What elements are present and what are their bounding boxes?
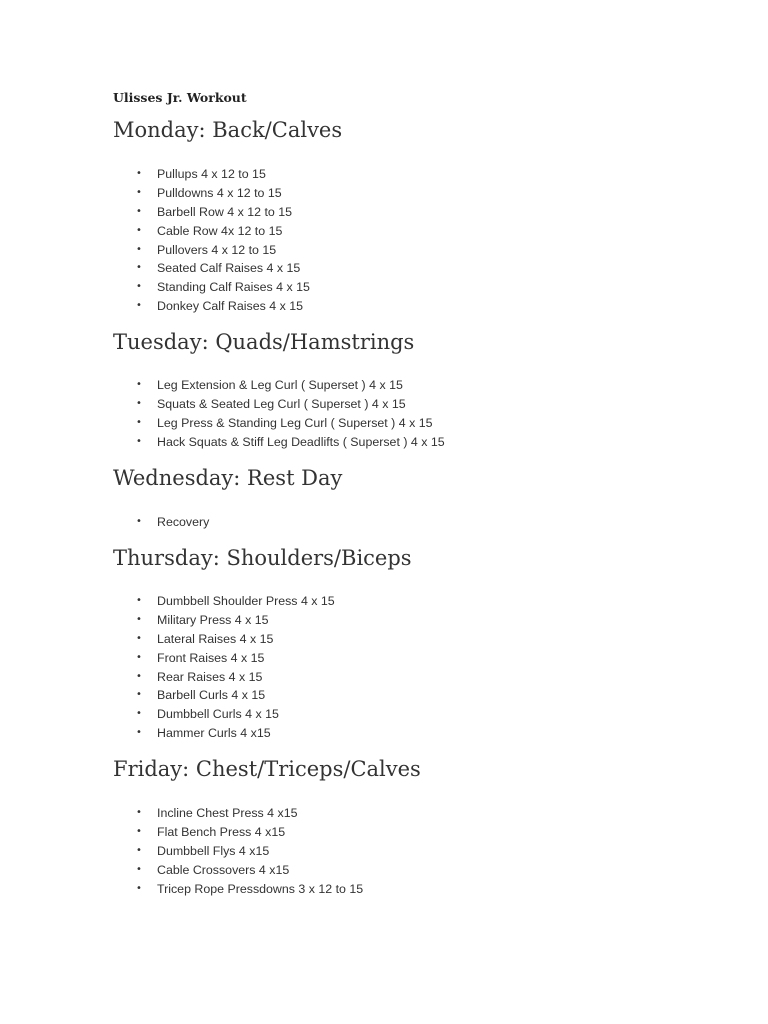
list-item: • Squats & Seated Leg Curl ( Superset ) 4 x 15 — [0, 395, 445, 414]
bullet-icon: • — [136, 186, 142, 198]
list-item: • Leg Extension & Leg Curl ( Superset ) 4 x 15 — [0, 376, 445, 395]
exercise-list-tuesday — [0, 376, 445, 452]
list-item: • Donkey Calf Raises 4 x 15 — [0, 297, 310, 316]
document-title: Ulisses Jr. Workout — [113, 90, 247, 105]
list-item: • Rear Raises 4 x 15 — [0, 668, 335, 687]
list-item: • Barbell Curls 4 x 15 — [0, 686, 335, 705]
list-item: • Hammer Curls 4 x15 — [0, 724, 335, 743]
bullet-icon: • — [136, 224, 142, 236]
list-item: • Cable Row 4x 12 to 15 — [0, 222, 310, 241]
exercise-list-monday — [0, 165, 310, 316]
day-heading-thursday: Thursday: Shoulders/Biceps — [113, 546, 412, 570]
list-item: • Recovery — [0, 513, 209, 532]
bullet-icon: • — [136, 416, 142, 428]
bullet-icon: • — [136, 651, 142, 663]
bullet-icon: • — [136, 243, 142, 255]
bullet-icon: • — [136, 825, 142, 837]
list-item: • Military Press 4 x 15 — [0, 611, 335, 630]
list-item: • Cable Crossovers 4 x15 — [0, 861, 363, 880]
bullet-icon: • — [136, 595, 142, 606]
bullet-icon: • — [136, 807, 142, 818]
list-item: • Dumbbell Curls 4 x 15 — [0, 705, 335, 724]
list-item: • Seated Calf Raises 4 x 15 — [0, 259, 310, 278]
day-heading-monday: Monday: Back/Calves — [113, 118, 343, 142]
bullet-icon: • — [136, 435, 142, 447]
bullet-icon: • — [136, 882, 142, 894]
list-item: • Barbell Row 4 x 12 to 15 — [0, 203, 310, 222]
list-item: • Pullovers 4 x 12 to 15 — [0, 241, 310, 260]
list-item: • Incline Chest Press 4 x15 — [0, 804, 363, 823]
list-item: • Standing Calf Raises 4 x 15 — [0, 278, 310, 297]
bullet-icon: • — [136, 281, 142, 293]
bullet-icon: • — [136, 205, 142, 217]
bullet-icon: • — [136, 516, 142, 527]
bullet-icon: • — [136, 397, 142, 409]
list-item: • Lateral Raises 4 x 15 — [0, 630, 335, 649]
bullet-icon: • — [136, 727, 142, 739]
exercise-list-friday — [0, 804, 363, 898]
bullet-icon: • — [136, 262, 142, 274]
list-item: • Dumbbell Shoulder Press 4 x 15 — [0, 592, 335, 611]
list-item: • Pullups 4 x 12 to 15 — [0, 165, 310, 184]
bullet-icon: • — [136, 689, 142, 701]
list-item: • Hack Squats & Stiff Leg Deadlifts ( Superset ) 4 x 15 — [0, 433, 445, 452]
list-item: • Flat Bench Press 4 x15 — [0, 823, 363, 842]
list-item: • Dumbbell Flys 4 x15 — [0, 842, 363, 861]
exercise-list-thursday — [0, 592, 335, 743]
bullet-icon: • — [136, 300, 142, 312]
list-item: • Leg Press & Standing Leg Curl ( Superset ) 4 x 15 — [0, 414, 445, 433]
list-item: • Pulldowns 4 x 12 to 15 — [0, 184, 310, 203]
exercise-list-wednesday — [0, 513, 209, 532]
day-heading-wednesday: Wednesday: Rest Day — [113, 466, 343, 490]
bullet-icon: • — [136, 844, 142, 856]
bullet-icon: • — [136, 863, 142, 875]
bullet-icon: • — [136, 168, 142, 179]
bullet-icon: • — [136, 379, 142, 390]
list-item: • Tricep Rope Pressdowns 3 x 12 to 15 — [0, 880, 363, 899]
day-heading-friday: Friday: Chest/Triceps/Calves — [113, 757, 421, 781]
day-heading-tuesday: Tuesday: Quads/Hamstrings — [113, 330, 415, 354]
bullet-icon: • — [136, 708, 142, 720]
bullet-icon: • — [136, 670, 142, 682]
bullet-icon: • — [136, 632, 142, 644]
bullet-icon: • — [136, 613, 142, 625]
list-item: • Front Raises 4 x 15 — [0, 649, 335, 668]
